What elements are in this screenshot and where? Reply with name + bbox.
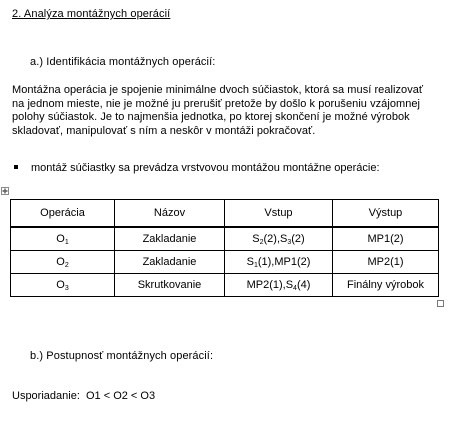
output-cell: MP1(2) [333, 227, 439, 251]
table-resize-handle[interactable] [437, 300, 444, 307]
column-header-operation: Operácia [11, 200, 115, 228]
paragraph-line: skladovať, manipulovať s ním a neskôr v montáži pokračovať. [12, 124, 316, 137]
subsection-a-heading: a.) Identifikácia montážnych operácií: [30, 56, 216, 68]
bullet-text: montáž súčiastky sa prevádza vrstvovou montážou montážne operácie: [31, 162, 380, 174]
table-row [11, 227, 439, 251]
paragraph-line: polohy súčiastok. Je to najmenšia jednotka, po ktorej skončení je možné výrobok [12, 111, 410, 123]
section-title: 2. Analýza montážnych operácií [12, 8, 171, 20]
column-header-name: Názov [115, 200, 225, 228]
column-header-input: Vstup [225, 200, 333, 228]
name-cell: Zakladanie [115, 251, 225, 274]
subsection-b-heading: b.) Postupnosť montážnych operácií: [30, 350, 214, 362]
output-cell: MP2(1) [333, 251, 439, 274]
table-move-handle-icon[interactable] [1, 187, 9, 195]
input-cell: $MP2(1),S_4(4)$ [225, 274, 333, 297]
output-cell: Finálny výrobok [333, 274, 439, 297]
bullet-icon [14, 165, 18, 169]
table-header-row [11, 200, 439, 228]
operations-table [10, 199, 439, 297]
definition-paragraph [12, 84, 450, 138]
column-header-output: Výstup [333, 200, 439, 228]
name-cell: Skrutkovanie [115, 274, 225, 297]
operation-cell: $O_3$ [11, 274, 115, 297]
paragraph-line: na jednom mieste, nie je možné ju prerušiť pretože by došlo k porušeniu vzájomnej [12, 97, 421, 110]
name-cell: Zakladanie [115, 227, 225, 251]
input-cell: $S_2(2),S_3(2)$ [225, 227, 333, 251]
paragraph-line: Montážna operácia je spojenie minimálne dvoch súčiastok, ktorá sa musí realizovať [12, 84, 424, 96]
operation-cell: $O_2$ [11, 251, 115, 274]
input-cell: $S_1(1),MP1(2)$ [225, 251, 333, 274]
table-row [11, 274, 439, 297]
ordering-line: Usporiadanie: O1 < O2 < O3 [12, 390, 156, 402]
bullet-item [14, 162, 380, 174]
operation-cell: $O_1$ [11, 227, 115, 251]
table-row [11, 251, 439, 274]
